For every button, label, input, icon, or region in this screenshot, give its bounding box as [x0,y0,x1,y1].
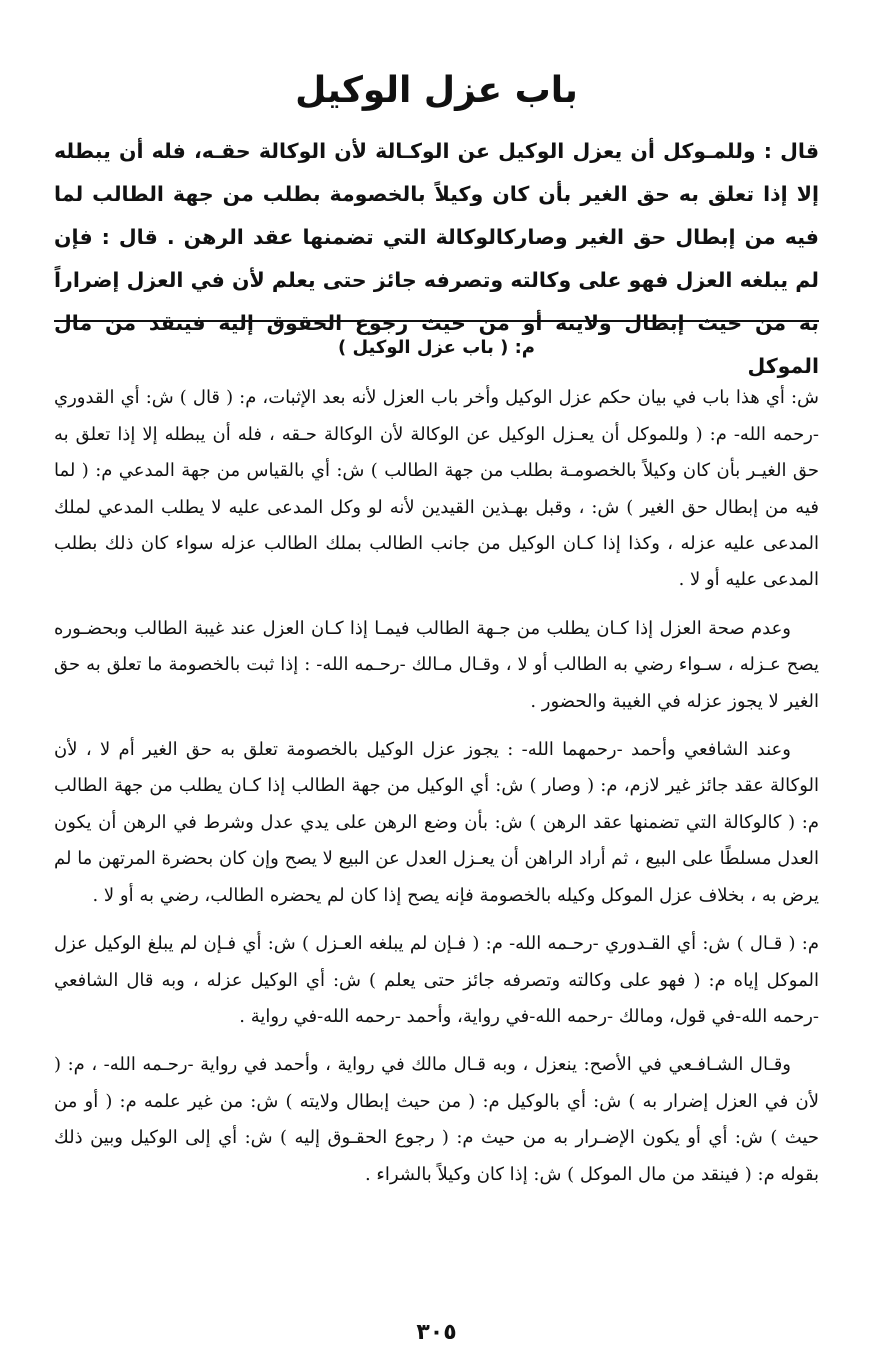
commentary-section [54,330,819,1205]
separator-line [54,320,819,322]
commentary-heading: م: ( باب عزل الوكيل ) [338,337,535,358]
commentary-paragraph: ش: أي هذا باب في بيان حكم عزل الوكيل وأخر باب العزل لأنه بعد الإثبات، م: ( قال ) ش: أي القدوري -رحمه الله- م: ( وللموكل أن يعـزل الوكيل عن الوكالة لأن الوكالة حـقه ، فله أن يبطله إلا إذا تعلق به حق الغيـر بأن كان وكيلاً بالخصومـة بطلب من جهة الطالب ) ش: أي بالقياس من جهة المدعي م: ( لما فيه من إبطال حق الغير ) ش: ، وقبل بهـذين القيدين لأنه لو وكل المدعى عليه لا يطلب المدعي لملك المدعى عليه عزله ، وكذا إذا كـان الوكيل من جانب الطالب بملك الطالب عزله سواء كان ذلك بطلب المدعى عليه أو لا . [54,387,819,591]
commentary-paragraph: م: ( قـال ) ش: أي القـدوري -رحـمه الله- م: ( فـإن لم يبلغه العـزل ) ش: أي فـإن لم يبلغ الوكيل عزل الموكل إياه م: ( فهو على وكالته وتصرفه جائز حتى يعلم ) ش: أي الوكيل عزله ، وبه قال الشافعي -رحمه الله-في قول، ومالك -رحمه الله-في رواية، وأحمد -رحمه الله-في رواية . [54,933,819,1027]
commentary-paragraph: وعدم صحة العزل إذا كـان يطلب من جـهة الطالب فيمـا إذا كـان العزل عند غيبة الطالب وبحضـوره يصح عـزله ، سـواء رضي به الطالب أو لا ، وقـال مـالك -رحـمه الله- : إذا ثبت بالخصومة ما تعلق به حق الغير لا يجوز عزله في الغيبة والحضور . [54,617,819,712]
commentary-paragraph: وعند الشافعي وأحمد -رحمهما الله- : يجوز عزل الوكيل بالخصومة تعلق به حق الغير أم لا ، لأن الوكالة عقد جائز غير لازم، م: ( وصار ) ش: أي الوكيل من جهة الطالب إذا كـان يطلب من جهة الطالب م: ( كالوكالة التي تضمنها عقد الرهن ) ش: بأن وضع الرهن على يدي عدل وشرط في الرهن أن يكون العدل مسلطًا على البيع ، ثم أراد الراهن أن يعـزل العدل عن البيع لا يصح وإن كان بحضرة المرتهن ما لم يرض به ، بخلاف عزل الموكل وكيله بالخصومة فإنه يصح إذا كان لم يحضره الطالب، رضي به أو لا . [54,739,819,906]
commentary-paragraph: وقـال الشـافـعي في الأصح: ينعزل ، وبه قـال مالك في رواية ، وأحمد في رواية -رحـمه الله- ، م: ( لأن في العزل إضرار به ) ش: أي بالوكيل م: ( من حيث إبطال ولايته ) ش: من غير علمه م: ( أو من حيث ) ش: أي أو يكون الإضـرار به من حيث م: ( رجوع الحقـوق إليه ) ش: أي إلى الوكيل وبين ذلك بقوله م: ( فينقد من مال الموكل ) ش: إذا كان وكيلاً بالشراء . [54,1054,819,1185]
main-text: قال : وللمـوكل أن يعزل الوكيل عن الوكـالة لأن الوكالة حقـه، فله أن يبطله إلا إذا تعلق به حق الغير بأن كان وكيلاً بالخصومة بطلب من جهة الطالب لما فيه من إبطال حق الغير وصاركالوكالة التي تضمنها عقد الرهن . قال : فإن لم يبلغه العزل فهو على وكالته وتصرفه جائز حتى يعلم لأن في العزل إضراراً به من حيث إبطال ولايته أو من حيث رجوع الحقوق إليه فينقد من مال الموكل [54,139,819,378]
page-number: ٣٠٥ [416,1320,457,1345]
chapter-title: باب عزل الوكيل [295,70,578,111]
